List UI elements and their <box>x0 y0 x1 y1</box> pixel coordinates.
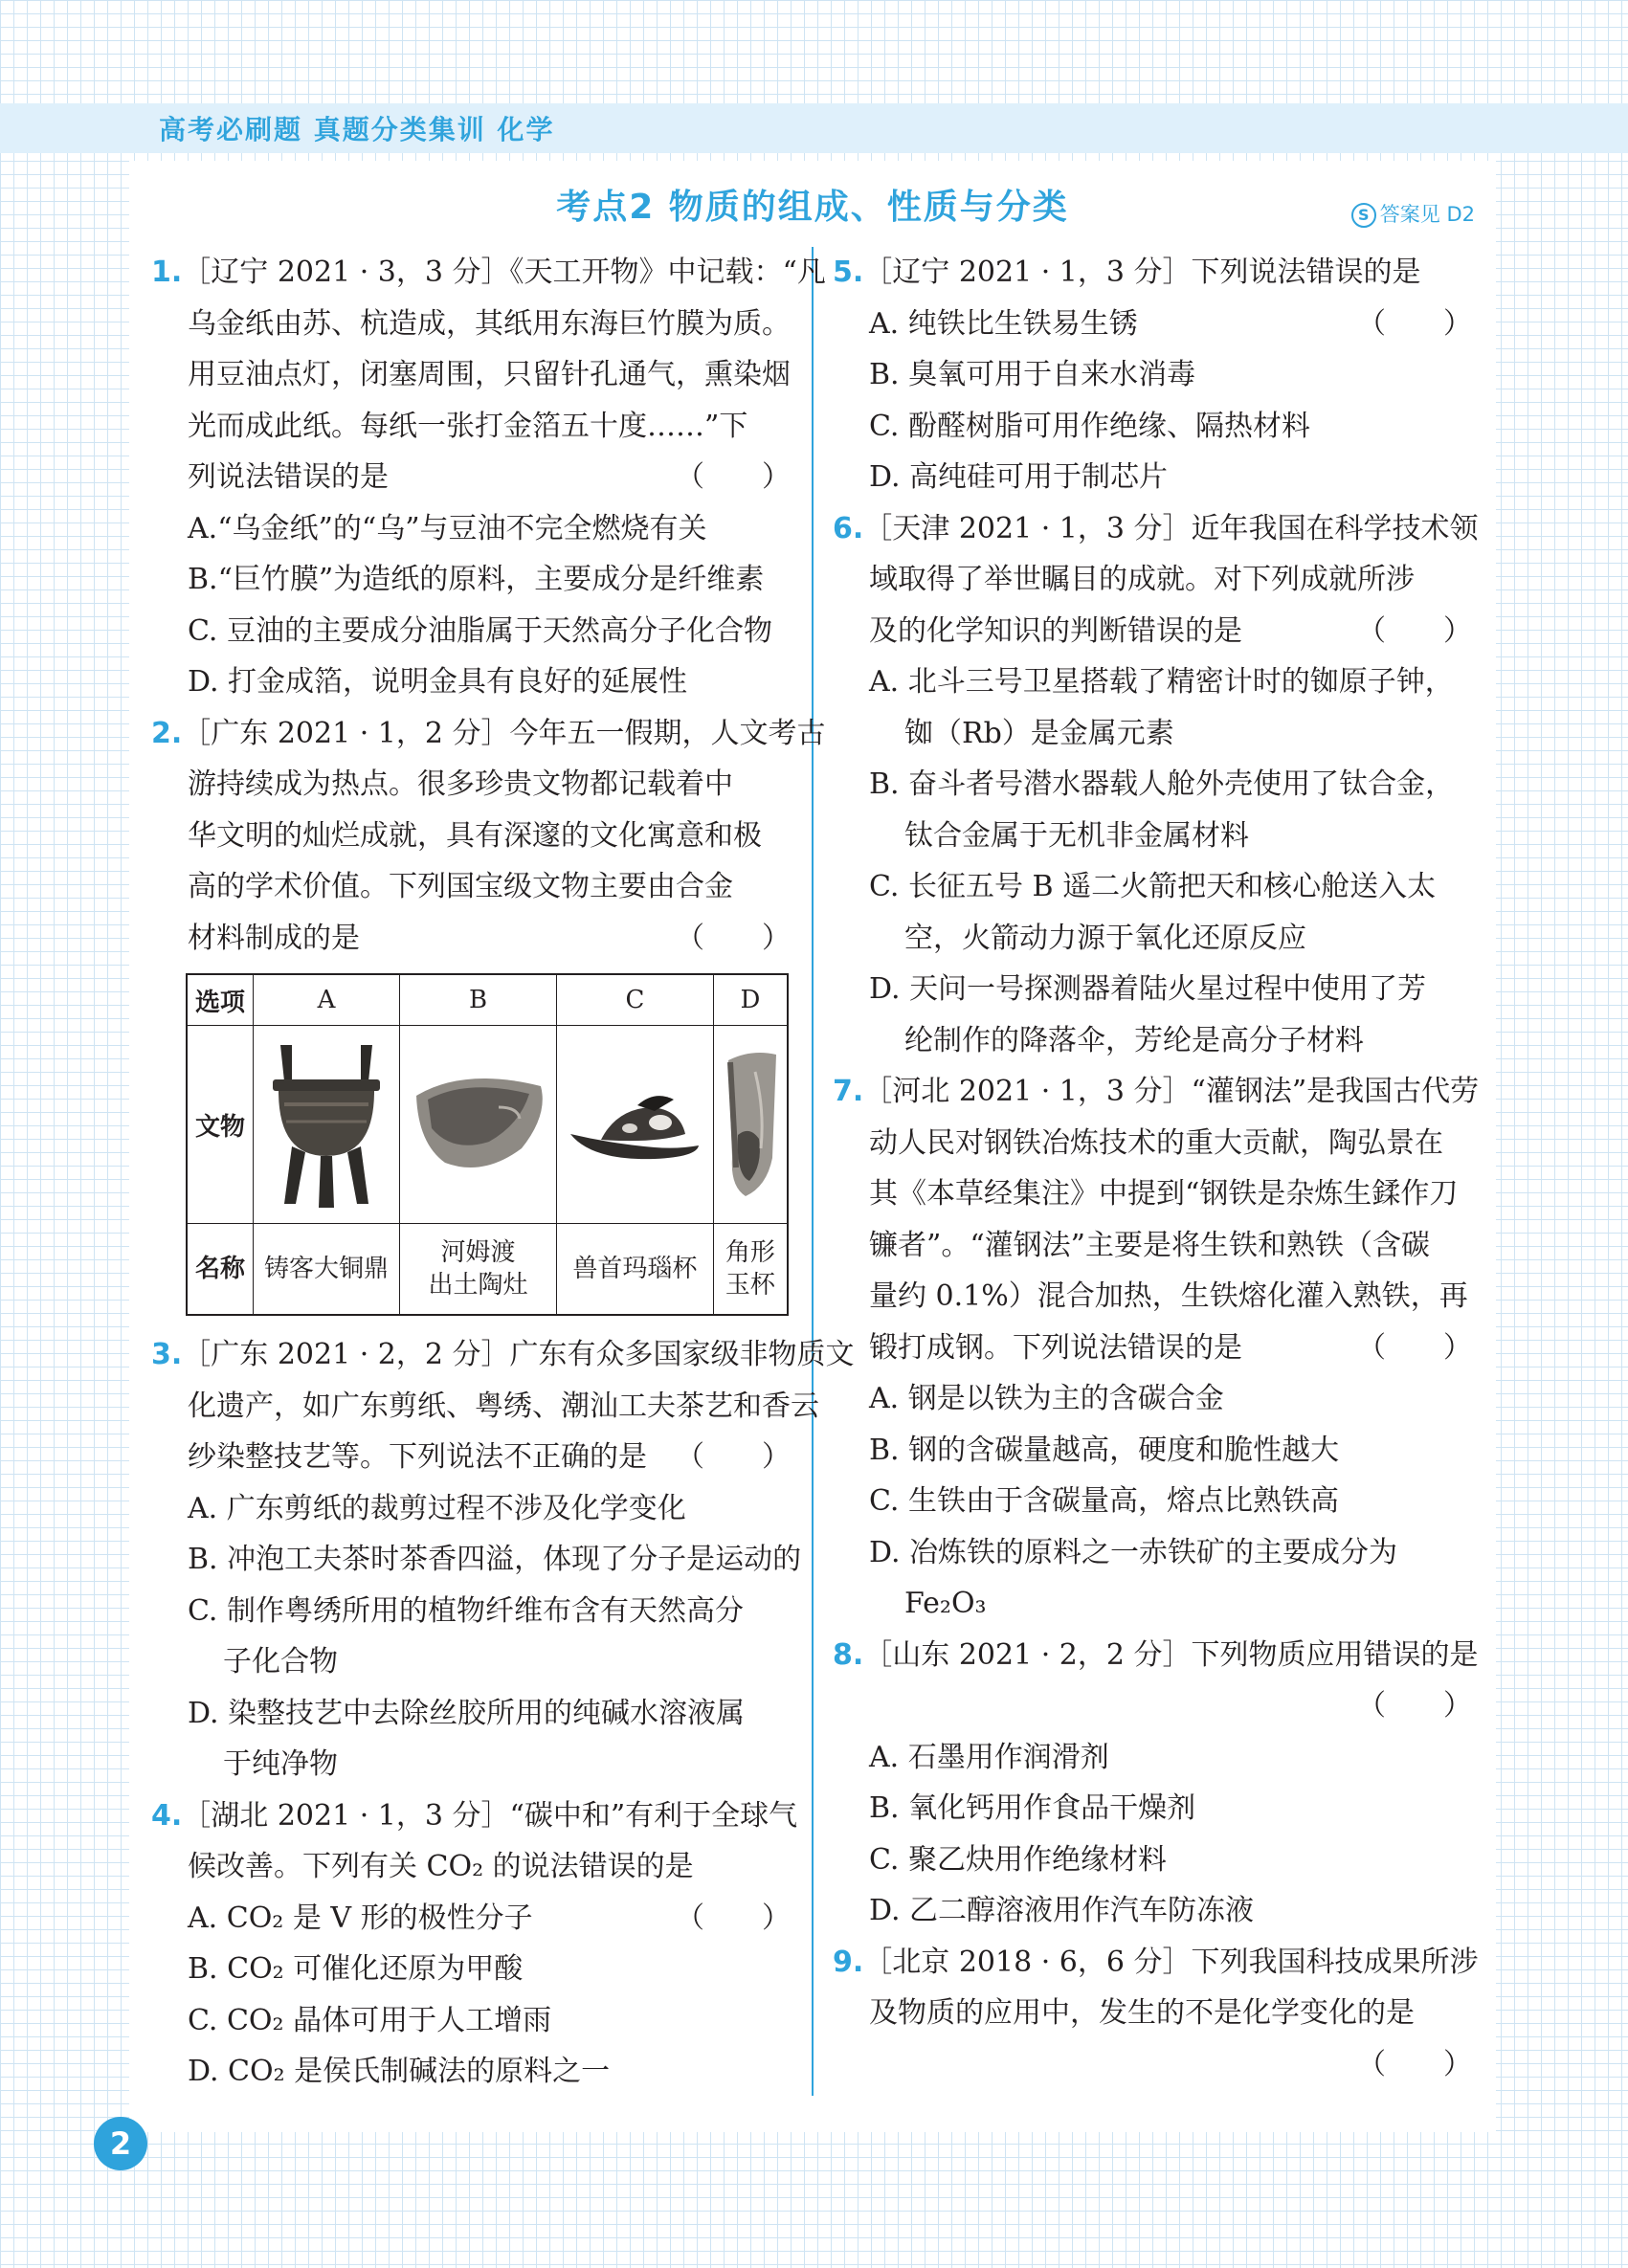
option-a-cont: 铷（Rb）是金属元素 <box>904 716 1174 750</box>
question-5 <box>833 247 1472 503</box>
question-line <box>833 503 1479 555</box>
option-b: B.“巨竹膜”为造纸的原料，主要成分是纤维素 <box>188 563 765 596</box>
table-row <box>187 974 788 1026</box>
option-c-cont: 空，火箭动力源于氧化还原反应 <box>904 921 1306 955</box>
option-a: A. 石墨用作润滑剂 <box>869 1740 1109 1774</box>
question-number: 8. <box>833 1637 864 1672</box>
question-3 <box>151 1329 855 1790</box>
question-line: 化遗产，如广东剪纸、粤绣、潮汕工夫茶艺和香云 <box>188 1389 819 1423</box>
question-line <box>833 606 1472 657</box>
question-number: 5. <box>833 256 864 289</box>
option-d: D. CO₂ 是侯氏制碱法的原料之一 <box>188 2055 611 2088</box>
question-4 <box>151 1790 798 2098</box>
column-divider <box>812 247 814 2096</box>
option-d-cont: 于纯净物 <box>223 1747 338 1781</box>
artifact-table <box>186 973 789 1316</box>
question-line <box>833 1680 1472 1732</box>
question-text: 列说法错误的是 <box>188 460 389 494</box>
question-7 <box>833 1066 1480 1630</box>
artifact-c-name <box>556 1224 713 1316</box>
agate-cup-icon <box>563 1067 706 1182</box>
circled-s-icon: S <box>1351 203 1376 228</box>
name-line: 出土陶灶 <box>428 1271 528 1300</box>
question-number: 3. <box>151 1338 183 1371</box>
question-text: 候改善。下列有关 CO₂ 的说法错误的是 <box>188 1850 694 1883</box>
question-text: ［湖北 2021 · 1，3 分］“碳中和”有利于全球气 <box>182 1798 798 1833</box>
question-text: 纱染整技艺等。下列说法不正确的是 <box>188 1440 647 1474</box>
artifact-b-name <box>400 1224 557 1316</box>
question-line: 量约 0.1%）混合加热，生铁熔化灌入熟铁，再 <box>869 1279 1468 1313</box>
question-line: 镰者”。“灌钢法”主要是将生铁和熟铁（含碳 <box>869 1228 1431 1262</box>
question-text: ［山东 2021 · 2，2 分］下列物质应用错误的是 <box>863 1637 1479 1672</box>
option-d-cont: 纶制作的降落伞，芳纶是高分子材料 <box>904 1023 1364 1057</box>
question-8 <box>833 1630 1479 1937</box>
option-b: B. 钢的含碳量越高，硬度和脆性越大 <box>869 1433 1340 1467</box>
question-1 <box>151 247 826 708</box>
question-text: ［广东 2021 · 2，2 分］广东有众多国家级非物质文 <box>182 1338 855 1371</box>
question-6 <box>833 503 1479 1067</box>
artifact-d-name <box>713 1224 788 1316</box>
question-number: 9. <box>833 1945 864 1979</box>
col-header-b: B <box>400 974 557 1026</box>
question-line: 高的学术价值。下列国宝级文物主要由合金 <box>188 870 733 903</box>
option-b: B. 氧化钙用作食品干燥剂 <box>869 1791 1196 1825</box>
question-text: 及的化学知识的判断错误的是 <box>869 613 1242 648</box>
option-c: C. 豆油的主要成分油脂属于天然高分子化合物 <box>188 613 772 648</box>
option-d: D. 冶炼铁的原料之一赤铁矿的主要成分为 <box>869 1535 1398 1569</box>
question-line <box>833 1323 1472 1374</box>
running-header: 高考必刷题 真题分类集训 化学 <box>159 114 555 145</box>
option-a: A. 北斗三号卫星搭载了精密计时的铷原子钟， <box>869 665 1454 699</box>
answer-ref-text: 答案见 D2 <box>1379 203 1475 226</box>
question-2 <box>151 708 826 1317</box>
question-number: 2. <box>151 716 183 750</box>
question-number: 6. <box>833 511 864 545</box>
option-c: C. 酚醛树脂可用作绝缘、隔热材料 <box>869 409 1310 443</box>
artifact-a-name <box>254 1224 400 1316</box>
option-b-cont: 钛合金属于无机非金属材料 <box>904 818 1249 853</box>
name-line: 角形 <box>725 1238 775 1267</box>
artifact-a-image <box>254 1026 400 1224</box>
section-title: 考点2 物质的组成、性质与分类 <box>556 188 1069 227</box>
question-line: 游持续成为热点。很多珍贵文物都记载着中 <box>188 767 733 801</box>
question-line: 华文明的灿烂成就，具有深邃的文化寓意和极 <box>188 818 762 853</box>
option-c: C. 聚乙炔用作绝缘材料 <box>869 1842 1167 1877</box>
answer-reference <box>1351 199 1475 228</box>
question-line <box>833 1066 1480 1118</box>
col-header-a: A <box>254 974 400 1026</box>
option-b: B. CO₂ 可催化还原为甲酸 <box>188 1952 524 1986</box>
option-d-cont: Fe₂O₃ <box>904 1587 987 1620</box>
option-b: B. 奋斗者号潜水器载人舱外壳使用了钛合金， <box>869 767 1455 801</box>
option-d: D. 天问一号探测器着陆火星过程中使用了芳 <box>869 972 1427 1006</box>
artifact-d-image <box>713 1026 788 1224</box>
question-number: 1. <box>151 256 183 289</box>
answer-blank: （ ） <box>1357 1689 1472 1723</box>
question-line <box>151 247 826 299</box>
option-d: D. 打金成箔，说明金具有良好的延展性 <box>188 665 688 699</box>
option-c: C. 生铁由于含碳量高，熔点比熟铁高 <box>869 1484 1339 1518</box>
question-text: ［北京 2018 · 6，6 分］下列我国科技成果所涉 <box>863 1945 1479 1979</box>
question-line: 用豆油点灯，闭塞周围，只留针孔通气，熏染烟 <box>188 358 791 391</box>
question-line: 乌金纸由苏、杭造成，其纸用东海巨竹膜为质。 <box>188 306 791 341</box>
option-c: C. 长征五号 B 遥二火箭把天和核心舱送入太 <box>869 870 1437 903</box>
row-label-name: 名称 <box>187 1224 254 1316</box>
question-text: 锻打成钢。下列说法错误的是 <box>869 1330 1242 1365</box>
question-line: 其《本草经集注》中提到“钢铁是杂炼生鍒作刀 <box>869 1177 1459 1211</box>
option-b: B. 冲泡工夫茶时茶香四溢，体现了分子是运动的 <box>188 1543 802 1576</box>
question-line <box>833 2039 1472 2091</box>
option-a: A. 钢是以铁为主的含碳合金 <box>869 1382 1224 1415</box>
question-line <box>151 1790 798 1842</box>
option-c: C. 制作粤绣所用的植物纤维布含有天然高分 <box>188 1593 744 1628</box>
option-a: A. 纯铁比生铁易生锈 <box>869 306 1138 341</box>
question-line <box>833 1630 1479 1681</box>
question-line: 光而成此纸。每纸一张打金箔五十度……”下 <box>188 409 748 443</box>
row-label-option: 选项 <box>187 974 254 1026</box>
name-line: 铸客大铜鼎 <box>264 1255 390 1283</box>
option-d: D. 染整技艺中去除丝胶所用的纯碱水溶液属 <box>188 1696 746 1730</box>
name-line: 兽首玛瑙杯 <box>572 1255 698 1283</box>
row-label-artifact: 文物 <box>187 1026 254 1224</box>
question-line <box>151 1432 791 1483</box>
col-header-d: D <box>713 974 788 1026</box>
question-9 <box>833 1937 1479 2091</box>
answer-blank: （ ） <box>1357 2047 1472 2081</box>
question-line <box>833 1937 1479 1989</box>
question-line <box>151 708 826 760</box>
question-line: 动人民对钢铁冶炼技术的重大贡献，陶弘景在 <box>869 1125 1443 1160</box>
answer-blank: （ ） <box>676 1901 791 1935</box>
page-number: 2 <box>94 2117 147 2170</box>
answer-blank: （ ） <box>1357 1330 1472 1365</box>
table-row <box>187 1224 788 1316</box>
question-number: 7. <box>833 1075 864 1108</box>
question-text: ［辽宁 2021 · 1，3 分］下列说法错误的是 <box>863 256 1421 289</box>
option-a: A. 广东剪纸的裁剪过程不涉及化学变化 <box>188 1491 686 1525</box>
option-d: D. 高纯硅可用于制芯片 <box>869 460 1169 494</box>
option-a: A.“乌金纸”的“乌”与豆油不完全燃烧有关 <box>188 511 707 545</box>
question-text: ［辽宁 2021 · 3，3 分］《天工开物》中记载：“凡 <box>182 256 826 289</box>
answer-blank: （ ） <box>676 921 791 955</box>
option-c-cont: 子化合物 <box>223 1645 338 1679</box>
pottery-stove-icon <box>407 1057 550 1191</box>
artifact-c-image <box>556 1026 713 1224</box>
option-d: D. 乙二醇溶液用作汽车防冻液 <box>869 1894 1255 1927</box>
option-b: B. 臭氧可用于自来水消毒 <box>869 358 1196 391</box>
question-line <box>151 913 791 965</box>
right-column <box>833 247 1480 2090</box>
jade-horn-cup-icon <box>717 1043 784 1206</box>
left-column <box>151 247 855 2098</box>
question-line <box>151 452 791 503</box>
question-text: ［天津 2021 · 1，3 分］近年我国在科学技术领 <box>863 511 1479 545</box>
question-text: ［广东 2021 · 1，2 分］今年五一假期，人文考古 <box>182 716 826 750</box>
answer-blank: （ ） <box>676 1440 791 1474</box>
option-a: A. CO₂ 是 V 形的极性分子 <box>188 1901 533 1935</box>
question-line: 及物质的应用中，发生的不是化学变化的是 <box>869 1996 1415 2030</box>
table-row <box>187 1026 788 1224</box>
option-c: C. CO₂ 晶体可用于人工增雨 <box>188 2003 552 2037</box>
name-line: 玉杯 <box>725 1271 775 1300</box>
name-line: 河姆渡 <box>440 1238 516 1267</box>
artifact-b-image <box>400 1026 557 1224</box>
answer-blank: （ ） <box>676 460 791 494</box>
question-text: 材料制成的是 <box>188 921 360 955</box>
answer-blank: （ ） <box>1357 306 1472 341</box>
col-header-c: C <box>556 974 713 1026</box>
question-line <box>151 1329 855 1381</box>
question-number: 4. <box>151 1798 183 1833</box>
bronze-ding-icon <box>259 1034 393 1215</box>
question-text: ［河北 2021 · 1，3 分］“灌钢法”是我国古代劳 <box>863 1075 1480 1108</box>
question-line: 域取得了举世瞩目的成就。对下列成就所涉 <box>869 563 1415 596</box>
answer-blank: （ ） <box>1357 613 1472 648</box>
